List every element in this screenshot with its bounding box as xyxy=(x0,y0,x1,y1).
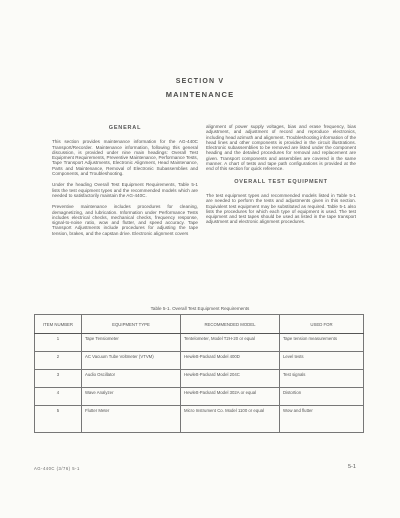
table-row xyxy=(35,370,364,388)
general-heading: GENERAL xyxy=(108,125,142,131)
cell-model: Hewlett-Packard Model 204C xyxy=(181,370,280,388)
cell-model: Hewlett-Packard Model 302A or equal xyxy=(181,388,280,406)
general-paragraph-1: This section provides maintenance information for the AG-440C Transport/Recorder. Maintenance information, following this general discussion, is provided under nine main headings: Overall Test Equipment Requirements, Preventive Maintenance, Performance Tests, Tape Transport Adjustments, Electronic Alignment, Head Maintenance, Parts and Maintenance, Removal of Electronic Subassemblies and Components, and Troubleshooting. xyxy=(52,139,198,177)
cell-type: AC Vacuum Tube Voltmeter (VTVM) xyxy=(82,352,181,370)
table-row xyxy=(35,334,364,352)
section-title: MAINTENANCE xyxy=(165,90,235,99)
cell-use: Wow and flutter xyxy=(280,406,364,433)
right-column xyxy=(206,124,356,231)
cell-type: Audio Oscillator xyxy=(82,370,181,388)
test-equipment-paragraph: The test equipment types and recommended models listed in Table 5-1 are needed to perform the tests and adjustments given in this section. Equivalent test equipment may be substituted as required. Table 5-1 also lists the procedures for which each type of equipment is used. The test equipment and test tapes should be used as listed in the tape transport adjustment and electronic alignment procedures. xyxy=(206,192,356,225)
table-title: Table 5-1. Overall Test Equipment Requirements xyxy=(150,306,250,311)
left-column xyxy=(52,126,198,242)
header-recommended-model: RECOMMENDED MODEL xyxy=(181,315,280,334)
header-item-number: ITEM NUMBER xyxy=(35,315,82,334)
table-header-row xyxy=(35,315,364,334)
page-number: 5-1 xyxy=(348,464,356,470)
cell-model: Tentelometer, Model T2H-20 or equal xyxy=(181,334,280,352)
test-equipment-heading: OVERALL TEST EQUIPMENT xyxy=(234,178,328,185)
general-paragraph-2: Under the heading Overall Test Equipment Requirements, Table 5-1 lists the test equipment types and the recommended models which are needed to satisfactorily maintain the AG-440C. xyxy=(52,182,198,198)
table-row xyxy=(35,352,364,370)
header-equipment-type: EQUIPMENT TYPE xyxy=(82,315,181,334)
cell-use: Level tests xyxy=(280,352,364,370)
section-number: SECTION V xyxy=(175,78,225,85)
cell-item: 2 xyxy=(35,352,82,370)
equipment-table xyxy=(34,314,364,433)
footer-document-code: AG-440C (3/76) 5-1 xyxy=(34,466,80,471)
cell-type: Tape Tensiometer xyxy=(82,334,181,352)
cell-type: Flutter Meter xyxy=(82,406,181,433)
cell-use: Tape tension measurements xyxy=(280,334,364,352)
cell-use: Test signals xyxy=(280,370,364,388)
cell-item: 3 xyxy=(35,370,82,388)
header-used-for: USED FOR xyxy=(280,315,364,334)
table-row xyxy=(35,406,364,433)
right-paragraph-1: alignment of power supply voltages, bias and erase frequency, bias adjustment, and adjustment of record and reproduce electronics, including head azimuth and alignment. Troubleshooting information of the head lines and other components is provided in the circuit illustrations. Electronic subassemblies to be removed are listed under the component heading and the detailed procedures for removal and replacement are given. Transport components and assemblies are covered in the same manner. A chart of tests and tape path configurations is provided at the end of this section for quick reference. xyxy=(206,124,356,172)
cell-item: 1 xyxy=(35,334,82,352)
cell-model: Micro Instrument Co. Model 1100 or equal xyxy=(181,406,280,433)
general-paragraph-3: Preventive maintenance includes procedures for cleaning, demagnetizing, and lubrication. Information under Performance Tests includes electrical checks, mechanical checks, frequency response, signal-to-noise ratio, wow and flutter, and speed accuracy. Tape Transport Adjustments include procedures for adjusting the tape tension, brakes, and the capstan drive. Electronic alignment covers xyxy=(52,204,198,236)
cell-item: 5 xyxy=(35,406,82,433)
cell-item: 4 xyxy=(35,388,82,406)
cell-use: Distortion xyxy=(280,388,364,406)
cell-type: Wave Analyzer xyxy=(82,388,181,406)
cell-model: Hewlett-Packard Model 400D xyxy=(181,352,280,370)
table-row xyxy=(35,388,364,406)
